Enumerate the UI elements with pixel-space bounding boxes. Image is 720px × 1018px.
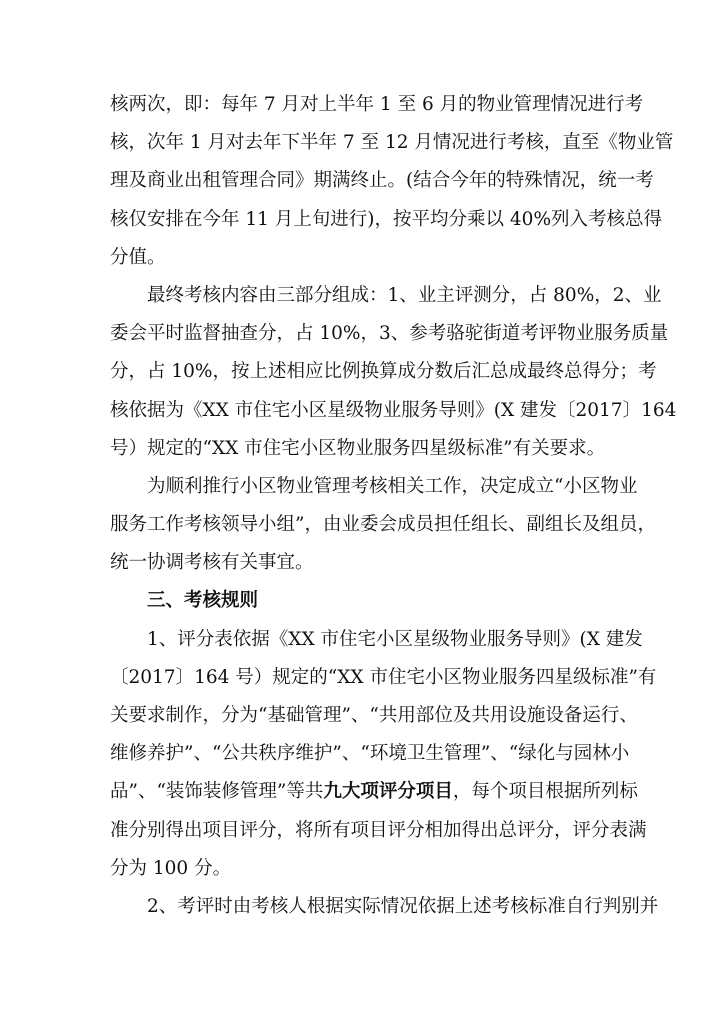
paragraph-line xyxy=(110,659,657,697)
paragraph-line xyxy=(110,86,644,124)
section-heading xyxy=(110,582,610,620)
line-text: 准分别得出项目评分，将所有项目评分相加得出总评分，评分表满 xyxy=(110,819,647,841)
paragraph-line xyxy=(110,124,674,162)
emphasis-text: 九大项评分项目 xyxy=(323,781,453,803)
paragraph-line xyxy=(110,506,656,544)
paragraph-line xyxy=(110,812,647,850)
line-text: 核依据为《XX 市住宅小区星级物业服务导则》(X 建发〔2017〕164 xyxy=(110,399,677,421)
line-text: 〔2017〕164 号）规定的“XX 市住宅小区物业服务四星级标准”有 xyxy=(110,666,657,688)
paragraph-line xyxy=(110,468,638,506)
line-text: 分，占 10%，按上述相应比例换算成分数后汇总成最终总得分；考 xyxy=(110,361,657,383)
paragraph-line xyxy=(110,239,610,277)
line-text: 服务工作考核领导小组”，由业委会成员担任组长、副组长及组员， xyxy=(110,514,656,536)
line-text: 核，次年 1 月对去年下半年 7 至 12 月情况进行考核，直至《物业管 xyxy=(110,132,674,154)
line-text-continued: ，每个项目根据所列标 xyxy=(452,781,638,803)
line-text: 品”、“装饰装修管理”等共 xyxy=(110,781,324,803)
line-text: 1、评分表依据《XX 市住宅小区星级物业服务导则》(X 建发 xyxy=(147,628,643,650)
paragraph-line xyxy=(110,888,659,926)
document-body xyxy=(110,86,677,926)
line-text: 最终考核内容由三部分组成：1、业主评测分，占 80%，2、业 xyxy=(147,284,662,306)
paragraph-line xyxy=(110,430,610,468)
paragraph-line xyxy=(110,353,657,391)
line-text: 关要求制作，分为“基础管理”、“共用部位及共用设施设备运行、 xyxy=(110,705,638,726)
line-text: 核两次，即：每年 7 月对上半年 1 至 6 月的物业管理情况进行考 xyxy=(110,94,644,115)
line-text: 委会平时监督抽查分，占 10%，3、参考骆驼街道考评物业服务质量 xyxy=(110,323,669,345)
line-text: 为顺利推行小区物业管理考核相关工作，决定成立“小区物业 xyxy=(147,475,638,497)
paragraph-line xyxy=(110,735,630,773)
paragraph-line xyxy=(110,162,654,200)
paragraph-line xyxy=(110,773,638,811)
line-text: 分为 100 分。 xyxy=(110,857,232,879)
line-text: 统一协调考核有关事宜。 xyxy=(110,552,314,574)
line-text: 2、考评时由考核人根据实际情况依据上述考核标准自行判别并 xyxy=(147,895,659,917)
paragraph-line xyxy=(110,621,643,659)
paragraph-line xyxy=(110,544,610,582)
paragraph-line xyxy=(110,315,669,353)
line-text: 核仅安排在今年 11 月上旬进行)，按平均分乘以 40%列入考核总得 xyxy=(110,208,663,230)
line-text: 三、考核规则 xyxy=(147,590,259,612)
line-text: 维修养护”、“公共秩序维护”、“环境卫生管理”、“绿化与园林小 xyxy=(110,743,630,765)
paragraph-line xyxy=(110,392,677,430)
line-text: 分值。 xyxy=(110,246,166,268)
line-text: 号）规定的“XX 市住宅小区物业服务四星级标准”有关要求。 xyxy=(110,437,606,459)
paragraph-line xyxy=(110,850,610,888)
line-text: 理及商业出租管理合同》期满终止。(结合今年的特殊情况，统一考 xyxy=(110,170,654,192)
paragraph-line xyxy=(110,277,662,315)
paragraph-line xyxy=(110,697,638,735)
paragraph-line xyxy=(110,201,663,239)
